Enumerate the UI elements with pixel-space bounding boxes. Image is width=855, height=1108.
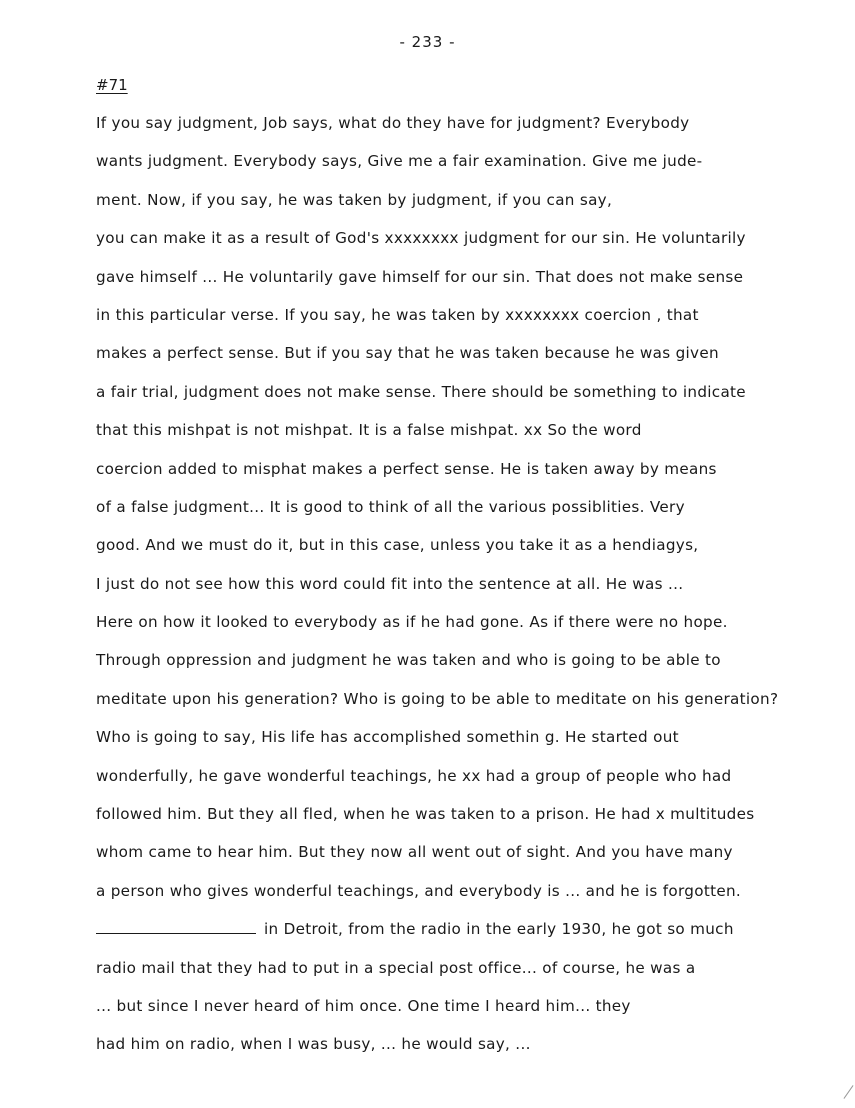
- text-line: coercion added to misphat makes a perfect sense. He is taken away by means: [96, 459, 717, 478]
- text-line: meditate upon his generation? Who is going to be able to meditate on his generation?: [96, 689, 779, 708]
- text-line: Through oppression and judgment he was taken and who is going to be able to: [96, 651, 721, 670]
- text-line: Here on how it looked to everybody as if he had gone. As if there were no hope.: [96, 613, 728, 632]
- text-line: wonderfully, he gave wonderful teachings, he xx had a group of people who had: [96, 766, 732, 785]
- text-line: of a false judgment... It is good to think of all the various possiblities. Very: [96, 497, 685, 516]
- text-line: Who is going to say, His life has accomplished somethin g. He started out: [96, 728, 679, 747]
- text-line: in this particular verse. If you say, he was taken by xxxxxxxx coercion , that: [96, 305, 699, 324]
- text-line: ... but since I never heard of him once. One time I heard him... they: [96, 996, 631, 1015]
- text-line: that this mishpat is not mishpat. It is a false mishpat. xx So the word: [96, 421, 642, 440]
- text-line: radio mail that they had to put in a special post office... of course, he was a: [96, 958, 696, 977]
- text-line: whom came to hear him. But they now all went out of sight. And you have many: [96, 843, 733, 862]
- text-line: good. And we must do it, but in this case, unless you take it as a hendiagys,: [96, 536, 699, 555]
- blank-underline: [96, 919, 256, 934]
- text-line: a person who gives wonderful teachings, and everybody is ... and he is forgotten.: [96, 881, 742, 900]
- text-line: makes a perfect sense. But if you say that he was taken because he was given: [96, 344, 719, 363]
- text-line: If you say judgment, Job says, what do they have for judgment? Everybody: [96, 114, 690, 132]
- page-number: - 233 -: [399, 33, 456, 51]
- text-line: I just do not see how this word could fit into the sentence at all. He was ...: [96, 574, 684, 593]
- text-line: wants judgment. Everybody says, Give me a fair examination. Give me jude-: [96, 152, 703, 171]
- text-line: you can make it as a result of God's xxxxxxxx judgment for our sin. He voluntarily: [96, 229, 746, 248]
- text-line: ment. Now, if you say, he was taken by judgment, if you can say,: [96, 190, 613, 209]
- text-line: followed him. But they all fled, when he was taken to a prison. He had x multitudes: [96, 805, 755, 824]
- text-line: had him on radio, when I was busy, ... he would say, ...: [96, 1035, 531, 1054]
- transcript-body: [96, 108, 836, 1068]
- blank-fill-line: [96, 914, 836, 952]
- text-line: a fair trial, judgment does not make sense. There should be something to indicate: [96, 382, 746, 401]
- section-label: #71: [96, 76, 128, 94]
- blank-line-text: in Detroit, from the radio in the early 1930, he got so much: [264, 920, 734, 939]
- text-line: gave himself ... He voluntarily gave himself for our sin. That does not make sense: [96, 267, 744, 286]
- margin-mark: [844, 1085, 854, 1099]
